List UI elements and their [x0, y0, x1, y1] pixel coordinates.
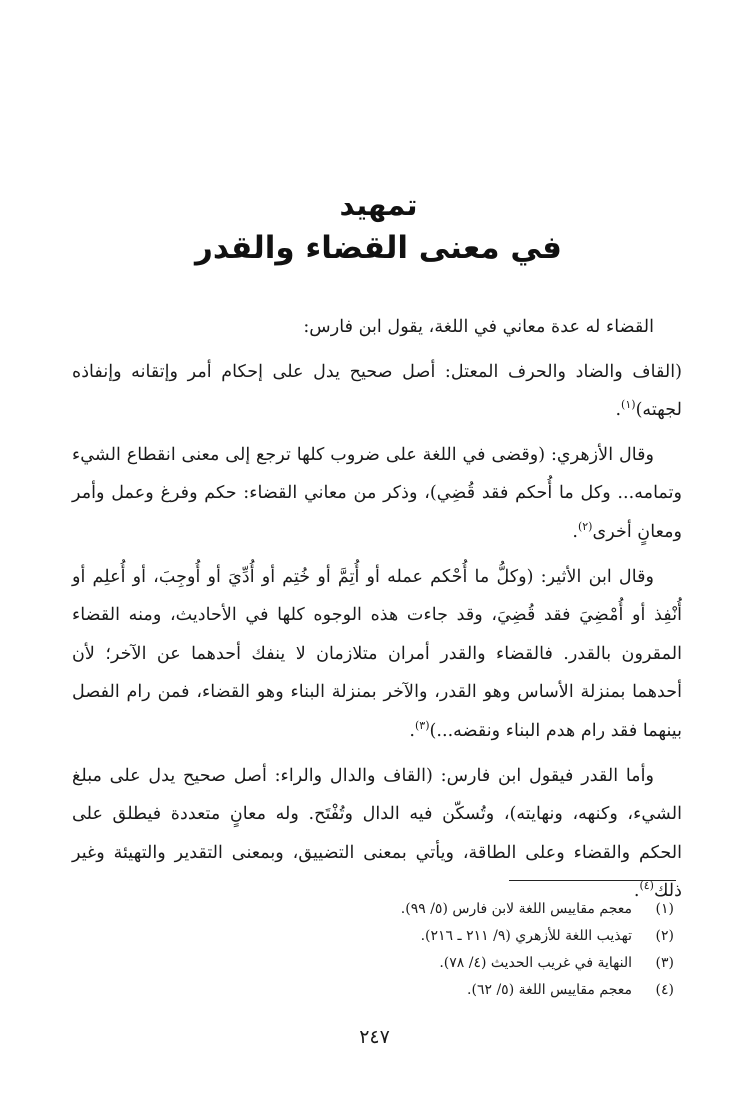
footnote-number: (٣) [655, 955, 674, 971]
paragraph-ibn-athir-text: وقال ابن الأثير: (وكلُّ ما أُحْكم عمله أو أُتِمَّ أو خُتِم أو أُدِّيَ أو أُوجِبَ، أو أُعلِم أو أُنْفِذ أو أُمْضِيَ فقد قُضِيَ، وقد جاءت هذه الوجوه كلها في الأحاديث، ومنه القضاء المقرون بالقدر. فالقضاء والقدر أمران متلازمان لا ينفك أحدهما عن الآخر؛ لأن أحدهما بمنزلة الأساس وهو القدر، والآخر بمنزلة البناء وهو القضاء، فمن رام الفصل بينهما فقد رام هدم البناء ونقضه...) [72, 566, 682, 741]
page-number: ٢٤٧ [359, 1026, 390, 1048]
footnote-text: النهاية في غريب الحديث (٤/ ٧٨). [439, 955, 632, 971]
chapter-title: تمهيد [339, 188, 418, 222]
paragraph-qadar: وأما القدر فيقول ابن فارس: (القاف والدال والراء: أصل صحيح يدل على مبلغ الشيء، وكنهه، ونهايته)، وتُسكّن فيه الدال وتُفْتَح. وله معانٍ متعددة فيطلق على الحكم والقضاء وعلى الطاقة، ويأتي بمعنى التضييق، وبمعنى التقدير والتهيئة وغير ذلك$^{(٤)}$. [72, 765, 682, 902]
footnote-ref-4[interactable]: (٤) [639, 879, 654, 893]
footnote-text: تهذيب اللغة للأزهري (٩/ ٢١١ ـ ٢١٦). [420, 928, 632, 944]
paragraph-ibn-athir: وقال ابن الأثير: (وكلُّ ما أُحْكم عمله أو أُتِمَّ أو خُتِم أو أُدِّيَ أو أُوجِبَ، أو أُعلِم أو أُنْفِذ أو أُمْضِيَ فقد قُضِيَ، وقد جاءت هذه الوجوه كلها في الأحاديث، ومنه القضاء المقرون بالقدر. فالقضاء والقدر أمران متلازمان لا ينفك أحدهما عن الآخر؛ لأن أحدهما بمنزلة الأساس وهو القدر، والآخر بمنزلة البناء وهو القضاء، فمن رام الفصل بينهما فقد رام هدم البناء ونقضه...)$^{(٣)}$. [72, 566, 682, 741]
body-text [72, 308, 682, 911]
footnote-ref-2[interactable]: (٢) [577, 520, 593, 534]
footnote-number: (١) [655, 901, 674, 917]
footnote-item [114, 896, 674, 923]
paragraph-intro [72, 308, 682, 347]
footnote-item [114, 977, 674, 1004]
footnote-separator [509, 880, 676, 881]
footnote-ref-3[interactable]: (٣) [415, 719, 430, 733]
paragraph-qadar-text: وأما القدر فيقول ابن فارس: (القاف والدال والراء: أصل صحيح يدل على مبلغ الشيء، وكنهه، ونهايته)، وتُسكّن فيه الدال وتُفْتَح. وله معانٍ متعددة فيطلق على الحكم والقضاء وعلى الطاقة، ويأتي بمعنى التضييق، وبمعنى التقدير والتهيئة وغير ذلك [72, 765, 682, 902]
footnotes-list [114, 896, 674, 1004]
footnote-item [114, 950, 674, 977]
paragraph-intro-text: القضاء له عدة معاني في اللغة، يقول ابن فارس: [303, 317, 654, 337]
paragraph-ibn-faris-quote: (القاف والضاد والحرف المعتل: أصل صحيح يدل على إحكام أمر وإتقانه وإنفاذه لجهته)$^{(١)}$. [72, 361, 682, 421]
footnote-text: معجم مقاييس اللغة لابن فارس (٥/ ٩٩). [400, 901, 632, 917]
paragraph-azhari: وقال الأزهري: (وقضى في اللغة على ضروب كلها ترجع إلى معنى انقطاع الشيء وتمامه... وكل ما أُحكم فقد قُضِي)، وذكر من معاني القضاء: حكم وفرغ وعمل وأمر ومعانٍ أخرى$^{(٢)}$. [72, 444, 682, 542]
paragraph-ibn-faris-quote-text: (القاف والضاد والحرف المعتل: أصل صحيح يدل على إحكام أمر وإتقانه وإنفاذه لجهته) [72, 361, 682, 421]
footnote-number: (٢) [655, 928, 674, 944]
paragraph-azhari-text: وقال الأزهري: (وقضى في اللغة على ضروب كلها ترجع إلى معنى انقطاع الشيء وتمامه... وكل ما أُحكم فقد قُضِي)، وذكر من معاني القضاء: حكم وفرغ وعمل وأمر ومعانٍ أخرى [72, 444, 682, 542]
footnote-text: معجم مقاييس اللغة (٥/ ٦٢). [467, 982, 632, 998]
footnote-item [114, 923, 674, 950]
footnote-ref-1[interactable]: (١) [621, 398, 636, 412]
chapter-subtitle: في معنى القضاء والقدر [195, 230, 562, 266]
footnote-number: (٤) [655, 982, 674, 998]
